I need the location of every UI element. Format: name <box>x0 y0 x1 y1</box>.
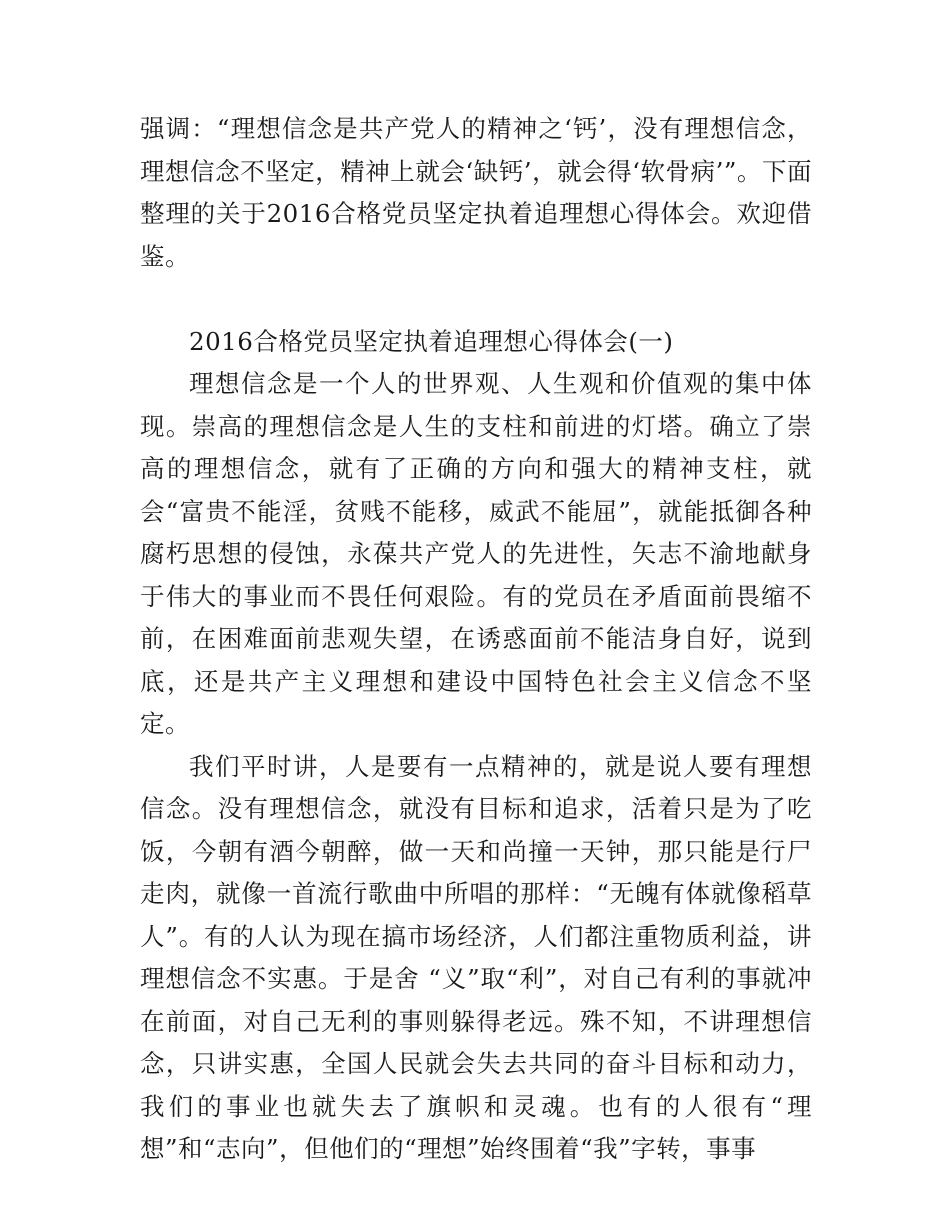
document-page <box>140 108 812 1171</box>
paragraph-spacer <box>140 278 812 321</box>
body-paragraph-2: 我们平时讲，人是要有一点精神的，就是说人要有理想信念。没有理想信念，就没有目标和追求，活着只是为了吃饭，今朝有酒今朝醉，做一天和尚撞一天钟，那只能是行尸走肉，就像一首流行歌曲中所唱的那样：“无魄有体就像稻草人”。有的人认为现在搞市场经济，人们都注重物质利益，讲理想信念不实惠。于是舍 “义”取“利”，对自己有利的事就冲在前面，对自己无利的事则躲得老远。殊不知，不讲理想信念，只讲实惠，全国人民就会失去共同的奋斗目标和动力，我们的事业也就失去了旗帜和灵魂。也有的人很有“理想”和“志向”，但他们的“理想”始终围着“我”字转，事事 <box>140 751 812 1163</box>
intro-paragraph: 强调：“理想信念是共产党人的精神之‘钙’，没有理想信念，理想信念不坚定，精神上就会‘缺钙’，就会得‘软骨病’”。下面整理的关于2016合格党员坚定执着追理想心得体会。欢迎借鉴。 <box>140 114 812 271</box>
section-title: 2016合格党员坚定执着追理想心得体会(一) <box>189 326 674 356</box>
body-paragraph-1: 理想信念是一个人的世界观、人生观和价值观的集中体现。崇高的理想信念是人生的支柱和前进的灯塔。确立了崇高的理想信念，就有了正确的方向和强大的精神支柱，就会“富贵不能淫，贫贱不能移，威武不能屈”，就能抵御各种腐朽思想的侵蚀，永葆共产党人的先进性，矢志不渝地献身于伟大的事业而不畏任何艰险。有的党员在矛盾面前畏缩不前，在困难面前悲观失望，在诱惑面前不能洁身自好，说到底，还是共产主义理想和建设中国特色社会主义信念不坚定。 <box>140 369 812 738</box>
